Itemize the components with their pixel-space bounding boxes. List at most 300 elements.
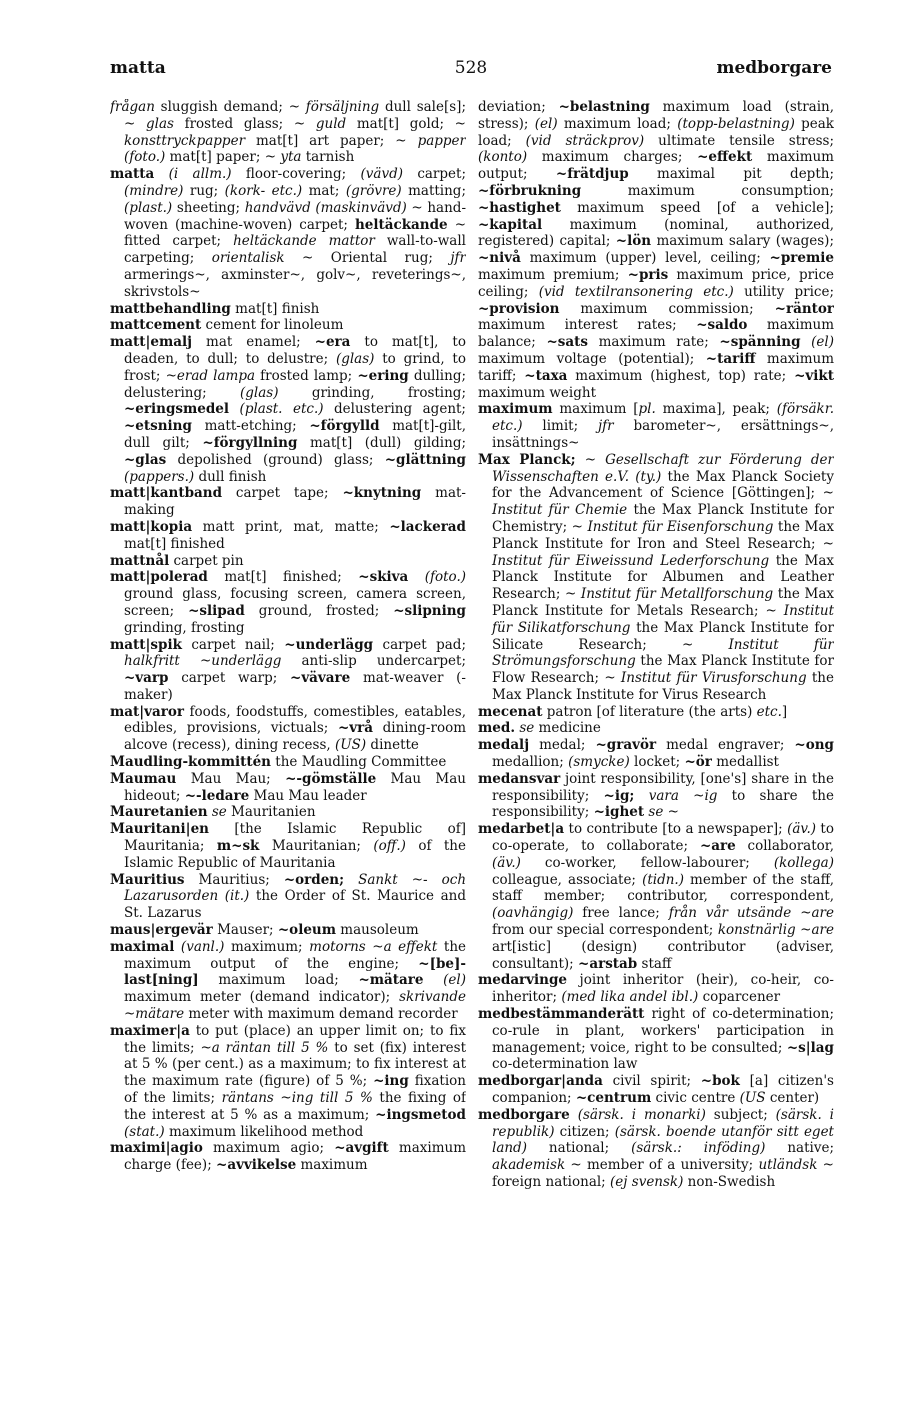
italic-label: (särsk. boende utanför sitt eget land): [492, 1123, 834, 1157]
definition-text: ~ fitted carpet;: [124, 216, 466, 250]
definition-text: maximum rate;: [587, 334, 720, 351]
headword: ~ig;: [603, 787, 635, 804]
headword: ~slipning: [393, 602, 466, 619]
headword: ~etsning: [124, 418, 192, 435]
definition-text: grinding, frosting: [124, 619, 245, 636]
definition-text: sheeting;: [172, 199, 245, 216]
headword: ~hastighet: [478, 199, 561, 216]
definition-text: member of the staff, staff member; contributor, correspondent,: [492, 871, 834, 905]
headword: ~vävare: [290, 670, 351, 687]
italic-label: (glas): [335, 350, 375, 367]
headword: maximi|agio: [110, 1140, 203, 1157]
definition-text: Mau Mau leader: [249, 787, 367, 804]
definition-text: co-worker, fellow-labourer;: [520, 854, 774, 871]
definition-text: maximum interest rates;: [478, 317, 697, 334]
headword: ~saldo: [696, 317, 748, 334]
definition-text: colleague, associate;: [492, 871, 643, 888]
dictionary-entry: [478, 1006, 834, 1073]
definition-text: [634, 788, 648, 804]
definition-text: ground glass, focusing screen, camera screen, screen;: [124, 586, 466, 619]
italic-label: (oavhängig): [492, 905, 574, 922]
definition-text: ~ member of a university;: [565, 1157, 759, 1174]
headword: ~-gömställe: [285, 770, 377, 787]
definition-text: Mau Mau;: [176, 770, 286, 787]
dictionary-entry: [110, 922, 466, 939]
definition-text: [154, 166, 168, 182]
definition-text: the Max Planck Institute for Flow Research; ~: [492, 653, 834, 687]
headword: ~are: [699, 838, 736, 855]
definition-text: maximum load;: [198, 972, 359, 989]
definition-text: to share the responsibility;: [492, 787, 834, 821]
headword: medborgar|anda: [478, 1073, 603, 1090]
definition-text: dull finish: [194, 468, 267, 485]
definition-text: peak load;: [478, 115, 834, 149]
definition-text: dull sale[s]; ~: [124, 99, 466, 132]
definition-text: Mauritanian;: [259, 838, 374, 855]
definition-text: delustering agent;: [323, 401, 466, 418]
headword: ~vikt: [794, 367, 834, 384]
italic-label: vara ~ig: [648, 787, 718, 804]
definition-text: [801, 334, 812, 350]
headword: Mauretanien: [110, 804, 208, 821]
headword: ~oleum: [277, 922, 337, 939]
italic-label: motorns ~a effekt: [309, 938, 438, 955]
headword: maus|ergevär: [110, 922, 213, 939]
definition-text: center): [765, 1090, 820, 1107]
definition-text: medal;: [529, 737, 596, 754]
definition-text: maximum weight: [478, 384, 596, 401]
definition-text: medal engraver;: [656, 737, 795, 754]
headword: ~-ledare: [184, 787, 250, 804]
italic-label: konsttryckpapper: [124, 132, 246, 149]
definition-text: mat-making: [124, 485, 466, 519]
headword: ~förgylld: [309, 418, 380, 435]
definition-text: carpet pad;: [373, 636, 466, 653]
definition-text: mat[t] gold; ~: [346, 115, 466, 132]
headword: medborgare: [478, 1106, 570, 1123]
headword: ~ighet: [593, 804, 645, 821]
italic-label: (el): [443, 972, 466, 989]
definition-text: mat[t]-gilt, dull gilt;: [124, 418, 466, 451]
definition-text: anti-slip undercarpet;: [281, 653, 466, 670]
definition-text: mat[t] finished: [124, 535, 225, 552]
headword: maximer|a: [110, 1022, 190, 1039]
headword: heltäckande: [354, 216, 448, 233]
definition-text: maximum balance;: [478, 317, 834, 351]
definition-text: maximum likelihood method: [164, 1123, 364, 1140]
definition-text: maximum: [296, 1157, 368, 1174]
headword: ~s|lag: [786, 1039, 834, 1056]
italic-label: (konto): [478, 149, 528, 166]
definition-text: staff: [637, 955, 672, 972]
headword: ~arstab: [578, 955, 638, 972]
italic-label: räntans ~ing till 5 %: [221, 1090, 373, 1107]
headword: ~lackerad: [389, 518, 466, 535]
dictionary-entry: [478, 821, 834, 972]
definition-text: mat[t] (dull) gilding;: [297, 434, 466, 451]
definition-text: non-Swedish: [683, 1174, 776, 1190]
headword: matt|kantband: [110, 485, 223, 502]
definition-text: frosted lamp;: [255, 367, 358, 384]
headword: ~avvikelse: [216, 1157, 297, 1174]
dictionary-entry: [478, 720, 834, 737]
italic-label: akademisk: [492, 1157, 566, 1174]
definition-text: civil spirit;: [602, 1073, 701, 1090]
definition-text: civic centre: [651, 1090, 740, 1107]
definition-text: [229, 401, 240, 417]
definition-text: Mauritanien: [226, 804, 316, 821]
italic-label: (vävd): [360, 166, 403, 183]
definition-text: ~ hand-woven (machine-woven) carpet;: [124, 199, 466, 233]
headword: medbestämmanderätt: [478, 1006, 645, 1023]
definition-text: art[istic] (design) contributor (adviser, consultant);: [492, 938, 834, 972]
headword: med.: [478, 720, 516, 737]
dictionary-entry: [110, 166, 466, 300]
italic-label: yta: [280, 149, 302, 166]
definition-text: to contribute [to a newspaper];: [564, 821, 788, 838]
headword: ~glas: [124, 451, 167, 468]
italic-label: (stat.): [124, 1123, 165, 1140]
headword: ~glättning: [384, 451, 466, 468]
definition-text: the fixing of the interest at 5 % as a maximum;: [124, 1090, 466, 1123]
dictionary-entry: [110, 872, 466, 922]
definition-text: mat enamel;: [192, 334, 315, 351]
headword: matt|polerad: [110, 569, 208, 586]
dictionary-entry: [110, 1023, 466, 1141]
dictionary-entry: [478, 1107, 834, 1191]
definition-text: right of co-determination; co-rule in plant, workers' participation in management; voice, right to be consulted;: [492, 1006, 834, 1056]
dictionary-entry: [478, 704, 834, 721]
dictionary-entry: [478, 972, 834, 1006]
definition-text: maximum [: [552, 401, 639, 418]
headword: ~slipad: [188, 602, 245, 619]
definition-text: the Max Planck Institute for Metals Research; ~: [492, 586, 834, 619]
page-number: 528: [454, 58, 488, 78]
dictionary-entry: [110, 704, 466, 754]
definition-text: the Maudling Committee: [271, 754, 447, 771]
definition-text: maximum load (strain, stress);: [478, 99, 834, 132]
definition-text: maximum speed [of a vehicle];: [560, 199, 834, 216]
headword: ~ör: [684, 754, 712, 771]
headword: medarvinge: [478, 972, 567, 989]
definition-text: deviation;: [478, 99, 559, 115]
definition-text: Mau Mau hideout;: [124, 770, 466, 804]
header-right-guideword: medborgare: [716, 58, 832, 78]
definition-text: [408, 569, 424, 585]
definition-text: maximum tariff;: [478, 350, 834, 384]
headword: ~skiva: [358, 569, 409, 586]
headword: ~varp: [124, 670, 169, 687]
headword: maximum: [478, 401, 553, 418]
definition-text: the Max Planck Society for the Advancement of Science [Göttingen]; ~: [492, 468, 834, 502]
definition-text: ground, frosted;: [244, 602, 394, 619]
headword: matt|spik: [110, 636, 182, 653]
headword: mattbehandling: [110, 300, 231, 317]
definition-text: the maximum output of the engine;: [124, 938, 466, 972]
headword: Mauritani|en: [110, 821, 209, 838]
headword: ~ingsmetod: [375, 1106, 466, 1123]
headword: ~pris: [627, 266, 669, 283]
headword: mecenat: [478, 703, 543, 720]
headword: ~avgift: [334, 1140, 389, 1157]
italic-label: halkfritt ~underlägg: [124, 653, 282, 670]
definition-text: fixation of the limits;: [124, 1073, 466, 1107]
definition-text: dining-room alcove (recess), dining recess,: [124, 720, 466, 754]
dictionary-entry: [110, 1140, 466, 1174]
headword: matt|emalj: [110, 334, 193, 351]
definition-text: carpet;: [402, 166, 466, 183]
headword: ~ong: [794, 737, 834, 754]
italic-label: Institut für Silikatforschung: [492, 602, 834, 636]
headword: ~era: [314, 334, 351, 351]
italic-label: (smycke): [568, 754, 630, 771]
italic-label: (topp-belastning): [677, 115, 795, 132]
italic-label: skrivande ~mätare: [124, 989, 466, 1023]
dictionary-entry: [110, 569, 466, 636]
definition-text: maximum voltage (potential);: [478, 350, 706, 367]
italic-label: (el): [811, 334, 834, 351]
italic-label: (vanl.): [180, 938, 225, 955]
headword: Mauritius: [110, 871, 185, 888]
definition-text: the Max Planck Institute for Virus Research: [492, 670, 834, 703]
definition-text: ~ Oriental rug;: [284, 250, 451, 267]
definition-text: ~: [663, 804, 679, 821]
definition-text: Mauser;: [212, 922, 278, 939]
left-column: [110, 99, 466, 1399]
definition-text: matting;: [401, 182, 466, 199]
dictionary-entry: [110, 637, 466, 704]
italic-label: jfr: [597, 418, 614, 435]
headword: ~effekt: [697, 149, 753, 166]
headword: ~centrum: [575, 1090, 652, 1107]
definition-text: maximum load;: [557, 115, 678, 132]
headword: ~nivå: [478, 250, 521, 267]
definition-text: to put (place) an upper limit on; to fix the limits;: [124, 1022, 466, 1056]
definition-text: [the Islamic Republic of] Mauritania;: [124, 821, 466, 855]
definition-text: maximum charges;: [527, 149, 698, 166]
headword: ~spänning: [719, 334, 801, 351]
italic-label: (kork- etc.): [224, 182, 303, 199]
definition-text: wall-to-wall carpeting;: [124, 233, 466, 267]
headword: matta: [110, 166, 155, 183]
definition-text: ultimate tensile stress;: [644, 132, 834, 149]
headword: m~sk: [216, 838, 260, 855]
definition-text: to grind, to frost;: [124, 350, 466, 384]
headword: ~lön: [615, 233, 652, 250]
headword: maximal: [110, 938, 175, 955]
definition-text: co-determination law: [492, 1056, 638, 1073]
definition-text: patron [of literature (the arts): [542, 703, 757, 720]
definition-text: maximum output;: [478, 149, 834, 183]
definition-text: mat[t] finished;: [207, 569, 359, 586]
header-left-guideword: matta: [110, 58, 166, 78]
headword: ~frätdjup: [555, 166, 629, 183]
definition-text: from our special correspondent;: [492, 922, 718, 939]
definition-text: national;: [526, 1140, 632, 1157]
definition-text: ]: [781, 703, 788, 720]
definition-text: joint inheritor (heir), co-heir, co-inheritor;: [492, 972, 834, 1006]
dictionary-entry: [110, 939, 466, 1023]
dictionary-entry: [110, 301, 466, 318]
definition-text: mat[t] paper; ~: [165, 149, 281, 166]
definition-text: utility price;: [733, 283, 834, 300]
definition-text: sluggish demand; ~: [154, 99, 306, 115]
definition-text: dinette: [366, 737, 419, 754]
italic-label: (off.): [373, 838, 406, 855]
italic-label: konstnärlig ~are: [717, 922, 834, 939]
italic-label: ~erad lampa: [165, 367, 256, 384]
definition-text: mat[t] finish: [230, 300, 320, 317]
definition-text: floor-covering;: [231, 166, 361, 183]
dictionary-entry: [478, 771, 834, 821]
definition-text: armerings~, axminster~, golv~, reveterings~, skrivstols~: [124, 266, 466, 300]
italic-label: (särsk. i republik): [492, 1106, 834, 1140]
italic-label: se: [648, 804, 664, 821]
italic-label: från vår utsände ~are: [668, 905, 834, 922]
definition-text: ~: [575, 451, 606, 468]
definition-text: maximal pit depth;: [628, 166, 834, 183]
definition-text: mat-weaver (-maker): [124, 670, 466, 703]
definition-text: carpet tape;: [222, 485, 343, 502]
definition-text: maximum;: [224, 938, 310, 955]
dictionary-entry: [110, 334, 466, 485]
italic-label: Sankt ~- och Lazarusorden (it.): [124, 871, 466, 905]
headword: Maumau: [110, 770, 177, 787]
definition-text: maximum (highest, top) rate;: [567, 367, 795, 384]
definition-text: to set (fix) interest at 5 % (per cent.) as a maximum; to fix interest at the maximum rate (figure) of 5 %;: [124, 1039, 466, 1090]
italic-label: (foto.): [424, 569, 466, 586]
italic-label: (mindre): [124, 182, 184, 199]
italic-label: (särsk.: inföding): [631, 1140, 766, 1157]
definition-text: barometer~, ersättnings~, insättnings~: [492, 418, 834, 451]
italic-label: (pappers.): [124, 468, 195, 485]
italic-label: (plast. etc.): [239, 401, 324, 418]
definition-text: limit;: [522, 418, 598, 435]
dictionary-entry: [478, 1073, 834, 1107]
italic-label: glas: [145, 115, 174, 132]
definition-text: joint responsibility, [one's] share in the responsibility;: [492, 770, 834, 804]
dictionary-entry: [110, 553, 466, 570]
headword: ~sats: [546, 334, 588, 351]
definition-text: medallion;: [492, 754, 569, 771]
definition-text: carpet nail;: [181, 636, 285, 653]
definition-text: [a] citizen's companion;: [492, 1073, 834, 1107]
italic-label: Institut für Strömungsforschung: [492, 636, 834, 670]
definition-text: dulling; delustering;: [124, 367, 466, 401]
italic-label: se: [211, 804, 227, 821]
dictionary-entry: [110, 771, 466, 805]
italic-label: Institut für Metallforschung: [580, 586, 774, 603]
italic-label: orientalisk: [211, 250, 285, 267]
italic-label: (i allm.): [168, 166, 232, 183]
headword: ~belastning: [558, 99, 650, 115]
definition-text: maximum (upper) level, ceiling;: [520, 250, 770, 267]
definition-text: maximum commission;: [559, 300, 775, 317]
italic-label: (US): [334, 737, 367, 754]
headword: ~taxa: [524, 367, 568, 384]
headword: ~vrå: [337, 720, 373, 737]
italic-label: (äv.): [787, 821, 817, 838]
italic-label: (US: [739, 1090, 766, 1107]
dictionary-entry: [478, 99, 834, 401]
definition-text: maxima], peak;: [655, 401, 777, 418]
italic-label: (särsk. i monarki): [577, 1106, 706, 1123]
italic-label: utländsk: [758, 1157, 818, 1174]
headword: Max Planck;: [478, 451, 576, 468]
italic-label: handvävd (maskinvävd): [244, 199, 407, 216]
definition-text: maximum charge (fee);: [124, 1140, 466, 1174]
definition-text: frosted glass; ~: [173, 115, 316, 132]
dictionary-entry: [110, 317, 466, 334]
headword: Maudling-kommittén: [110, 754, 271, 771]
italic-label: Gesellschaft zur Förderung der Wissenschaften e.V. (ty.): [492, 451, 834, 485]
definition-text: the Order of St. Maurice and St. Lazarus: [124, 888, 466, 922]
definition-text: coparcener: [698, 989, 781, 1006]
italic-label: (försäkr. etc.): [492, 401, 834, 435]
definition-text: to mat[t], to deaden, to dull; to delustre;: [124, 334, 466, 367]
definition-text: matt print, mat, matte;: [192, 518, 390, 535]
italic-label: etc.: [756, 703, 782, 720]
headword: ~knytning: [342, 485, 422, 502]
headword: medalj: [478, 737, 530, 754]
headword: medarbet|a: [478, 821, 565, 838]
italic-label: (kollega): [773, 854, 834, 871]
headword: ~provision: [478, 300, 560, 317]
italic-label: (grövre): [345, 182, 402, 199]
definition-text: mat[t] art paper; ~: [245, 132, 418, 149]
definition-text: free lance;: [573, 905, 669, 922]
definition-text: of the Islamic Republic of Mauritania: [124, 838, 466, 871]
definition-text: maximum premium;: [478, 266, 628, 283]
italic-label: papper (foto.): [124, 132, 466, 166]
definition-text: maximum meter (demand indicator);: [124, 989, 400, 1006]
italic-label: (tidn.): [642, 871, 684, 888]
dictionary-entry: [110, 804, 466, 821]
italic-label: Institut für Eiweissund Lederforschung: [492, 552, 770, 569]
definition-text: to co-operate, to collaborate;: [492, 821, 834, 855]
definition-text: maximum salary (wages);: [651, 233, 834, 250]
dictionary-entry: [478, 401, 834, 451]
dictionary-entry: [110, 754, 466, 771]
definition-text: maximum price, price ceiling;: [478, 266, 834, 300]
definition-text: Mauritius;: [184, 871, 284, 888]
definition-text: meter with maximum demand recorder: [184, 1006, 458, 1023]
definition-text: maximum consumption;: [581, 182, 834, 199]
definition-text: maximum (nominal, authorized, registered) capital;: [478, 216, 834, 250]
definition-text: the Max Planck Institute for Albumen and Leather Research; ~: [492, 552, 834, 603]
definition-text: maximum agio;: [202, 1140, 335, 1157]
definition-text: the Max Planck Institute for Chemistry; ~: [492, 502, 834, 535]
headword: mattcement: [110, 317, 202, 334]
dictionary-entry: [478, 452, 834, 704]
headword: ~kapital: [478, 216, 543, 233]
definition-text: carpet pin: [169, 552, 244, 569]
dictionary-entry: [478, 737, 834, 771]
headword: ~orden;: [283, 871, 345, 888]
dictionary-entry: [110, 485, 466, 519]
definition-text: cement for linoleum: [201, 317, 344, 334]
italic-label: heltäckande mattor: [233, 233, 375, 250]
definition-text: the Max Planck Institute for Iron and Steel Research; ~: [492, 518, 834, 552]
headword: ~tariff: [705, 350, 756, 367]
italic-label: försäljning: [305, 99, 380, 115]
headword: mat|varor: [110, 703, 184, 720]
definition-text: [570, 1107, 578, 1123]
headword: ~gravör: [595, 737, 657, 754]
definition-text: medicine: [534, 720, 601, 737]
definition-text: grinding, frosting;: [278, 384, 466, 401]
definition-text: citizen;: [554, 1123, 615, 1140]
